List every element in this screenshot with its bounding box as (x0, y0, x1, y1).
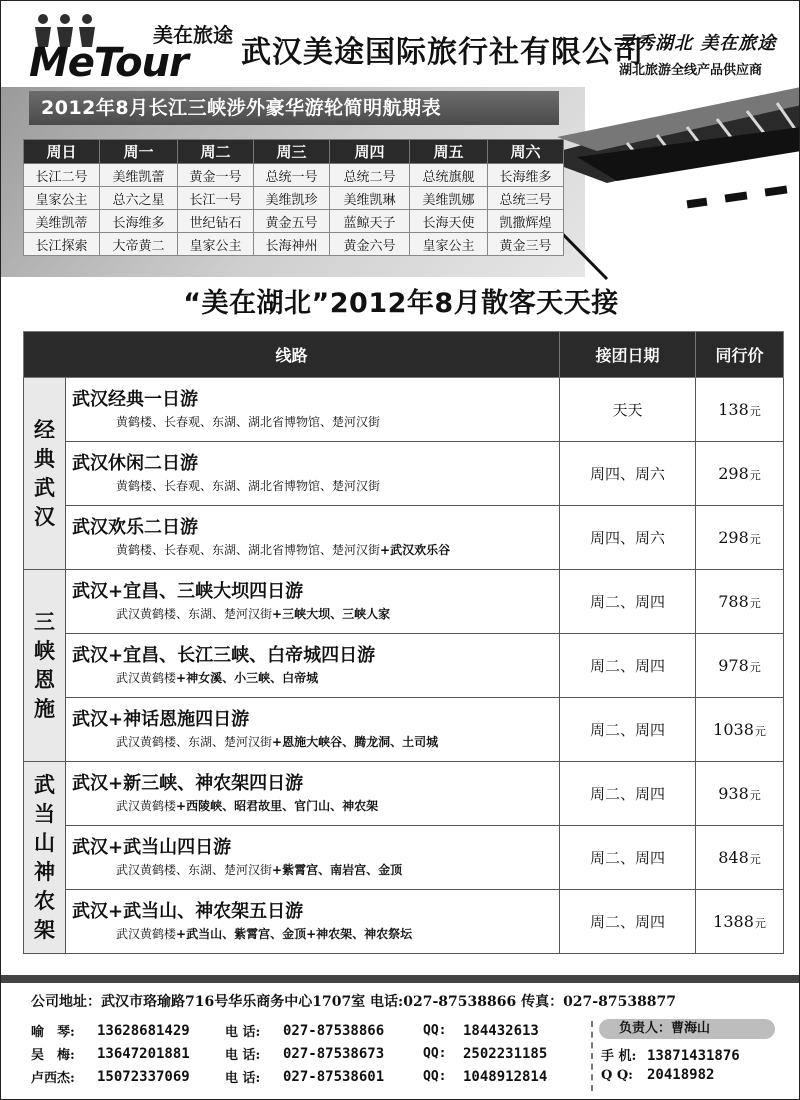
contact-name: 卢西杰: (31, 1071, 75, 1086)
route-name: 武汉经典一日游 (72, 388, 198, 410)
contact-qq: 1048912814 (463, 1068, 548, 1085)
price-cell (696, 634, 784, 698)
route-row (24, 826, 784, 890)
ship-name-cell: 长江二号 (24, 164, 100, 187)
route-cell (66, 506, 560, 570)
price-unit: 元 (754, 917, 766, 930)
contact-qq-label: QQ: (423, 1046, 447, 1061)
category-label: 经典武汉 (34, 417, 55, 529)
route-name: 武汉+宜昌、长江三峡、白帝城四日游 (72, 644, 376, 666)
schedule-header-row (24, 140, 564, 164)
route-row (24, 762, 784, 826)
header-dates: 接团日期 (560, 332, 696, 378)
route-description-highlight: +恩施大峡谷、腾龙洞、土司城 (272, 734, 439, 749)
ship-name-cell: 长江一号 (178, 187, 254, 210)
company-address: 公司地址：武汉市珞瑜路716号华乐商务中心1707室 电话:027-87538866 传真：027-87538877 (31, 994, 677, 1010)
weekday-header: 周五 (410, 140, 488, 164)
contact-mobile: 13628681429 (97, 1022, 190, 1039)
manager-mobile: 13871431876 (647, 1048, 740, 1064)
ship-name-cell: 凯撒辉煌 (488, 210, 564, 233)
departure-days: 周二、周四 (560, 762, 696, 826)
price-unit: 元 (749, 469, 761, 482)
route-description (66, 924, 559, 944)
route-description-text: 武汉黄鹤楼 (116, 926, 177, 941)
contact-row (31, 1019, 591, 1042)
weekday-header: 周三 (254, 140, 330, 164)
weekday-header: 周日 (24, 140, 100, 164)
route-description (66, 540, 559, 560)
price-value: 978 (718, 656, 749, 675)
route-row (24, 378, 784, 442)
route-name: 武汉+宜昌、三峡大坝四日游 (72, 580, 304, 602)
supplier-text: 湖北旅游全线产品供应商 (619, 63, 763, 78)
ship-name-cell: 世纪钻石 (178, 210, 254, 233)
route-row (24, 570, 784, 634)
route-description-highlight: +武当山、紫霄宫、金顶+神农架、神农祭坛 (176, 926, 413, 941)
contact-tel: 027-87538673 (283, 1045, 385, 1062)
route-description (66, 476, 559, 496)
departure-days: 周二、周四 (560, 826, 696, 890)
contact-row (31, 1065, 591, 1088)
route-description-highlight: +武汉欢乐谷 (380, 542, 451, 557)
route-cell (66, 698, 560, 762)
departure-days: 周二、周四 (560, 890, 696, 954)
route-name: 武汉欢乐二日游 (72, 516, 198, 538)
price-unit: 元 (749, 789, 761, 802)
route-row (24, 634, 784, 698)
route-cell (66, 570, 560, 634)
cruise-schedule-table (23, 139, 564, 256)
metour-logo (29, 13, 239, 86)
route-cell (66, 890, 560, 954)
route-row (24, 698, 784, 762)
weekday-header: 周一 (100, 140, 178, 164)
category-cell (24, 378, 66, 570)
price-value: 138 (718, 400, 749, 419)
price-value: 938 (718, 784, 749, 803)
schedule-body (24, 164, 564, 256)
ship-name-cell: 长海神州 (254, 233, 330, 256)
route-cell (66, 634, 560, 698)
contact-name: 吴 梅: (31, 1048, 75, 1063)
manager-mobile-label: 手 机: (601, 1049, 637, 1064)
ship-name-cell: 长海维多 (100, 210, 178, 233)
manager-badge: 负责人：曹海山 (599, 1019, 775, 1039)
route-cell (66, 378, 560, 442)
departure-days: 天天 (560, 378, 696, 442)
price-unit: 元 (754, 725, 766, 738)
ship-name-cell: 美维凯琳 (330, 187, 410, 210)
ship-name-cell: 黄金五号 (254, 210, 330, 233)
route-description-text: 武汉黄鹤楼、东湖、楚河汉街 (116, 862, 273, 877)
price-value: 298 (718, 528, 749, 547)
price-cell (696, 890, 784, 954)
schedule-row (24, 187, 564, 210)
promo-heading: “美在湖北”2012年8月散客天天接 (183, 288, 619, 319)
contact-list (31, 1019, 591, 1088)
ship-name-cell: 总统三号 (488, 187, 564, 210)
schedule-row (24, 164, 564, 187)
route-description-text: 黄鹤楼、长春观、东湖、湖北省博物馆、楚河汉街 (116, 542, 381, 557)
contact-mobile: 13647201881 (97, 1045, 190, 1062)
price-unit: 元 (749, 853, 761, 866)
route-row (24, 506, 784, 570)
route-description-text: 武汉黄鹤楼 (116, 670, 177, 685)
route-description (66, 668, 559, 688)
category-cell (24, 570, 66, 762)
ship-name-cell: 长海天使 (410, 210, 488, 233)
routes-header-row (24, 332, 784, 378)
route-name: 武汉+武当山四日游 (72, 836, 232, 858)
route-description-highlight: +三峡大坝、三峡人家 (272, 606, 391, 621)
route-description (66, 796, 559, 816)
price-cell (696, 698, 784, 762)
contact-tel-label: 电 话: (225, 1071, 261, 1086)
routes-body (24, 378, 784, 954)
schedule-row (24, 233, 564, 256)
contact-qq: 2502231185 (463, 1045, 548, 1062)
price-cell (696, 378, 784, 442)
route-description (66, 860, 559, 880)
company-name: 武汉美途国际旅行社有限公司 (241, 35, 644, 70)
ship-name-cell: 蓝鲸天子 (330, 210, 410, 233)
ship-name-cell: 美维凯珍 (254, 187, 330, 210)
category-label: 三峡恩施 (34, 609, 55, 721)
route-name: 武汉+武当山、神农架五日游 (72, 900, 304, 922)
departure-days: 周二、周四 (560, 698, 696, 762)
contact-tel: 027-87538601 (283, 1068, 385, 1085)
ship-name-cell: 总统一号 (254, 164, 330, 187)
header (1, 1, 800, 87)
route-description (66, 732, 559, 752)
manager-qq: 20418982 (647, 1067, 715, 1083)
route-name: 武汉+新三峡、神农架四日游 (72, 772, 304, 794)
ship-name-cell: 黄金一号 (178, 164, 254, 187)
contact-qq-label: QQ: (423, 1023, 447, 1038)
manager-qq-label: Q Q: (601, 1068, 633, 1083)
ship-name-cell: 皇家公主 (410, 233, 488, 256)
footer-vertical-divider (591, 1021, 593, 1091)
footer-divider (1, 975, 800, 983)
price-value: 788 (718, 592, 749, 611)
price-cell (696, 506, 784, 570)
route-description-text: 武汉黄鹤楼、东湖、楚河汉街 (116, 734, 273, 749)
contact-qq: 184432613 (463, 1022, 539, 1039)
weekday-header: 周四 (330, 140, 410, 164)
departure-days: 周二、周四 (560, 634, 696, 698)
ship-name-cell: 长海维多 (488, 164, 564, 187)
manager-qq-row (601, 1067, 714, 1083)
contact-tel: 027-87538866 (283, 1022, 385, 1039)
ship-name-cell: 黄金六号 (330, 233, 410, 256)
category-label: 武当山神农架 (34, 772, 55, 942)
header-price: 同行价 (696, 332, 784, 378)
price-unit: 元 (749, 597, 761, 610)
routes-table (23, 331, 784, 954)
route-cell (66, 442, 560, 506)
route-description (66, 412, 559, 432)
weekday-header: 周二 (178, 140, 254, 164)
contact-row (31, 1042, 591, 1065)
route-cell (66, 762, 560, 826)
price-value: 848 (718, 848, 749, 867)
ship-name-cell: 大帝黄二 (100, 233, 178, 256)
price-unit: 元 (749, 533, 761, 546)
route-row (24, 890, 784, 954)
ship-name-cell: 黄金三号 (488, 233, 564, 256)
slogan: 灵秀湖北 美在旅途 (617, 33, 777, 54)
ship-name-cell: 美维凯蒂 (24, 210, 100, 233)
price-cell (696, 442, 784, 506)
contact-mobile: 15072337069 (97, 1068, 190, 1085)
logo-wordmark: MeTour (29, 40, 188, 86)
contact-qq-label: QQ: (423, 1069, 447, 1084)
route-name: 武汉休闲二日游 (72, 452, 198, 474)
route-cell (66, 826, 560, 890)
departure-days: 周四、周六 (560, 442, 696, 506)
contact-name: 喻 琴: (31, 1025, 75, 1040)
price-cell (696, 570, 784, 634)
ship-name-cell: 总六之星 (100, 187, 178, 210)
ship-name-cell: 美维凯娜 (410, 187, 488, 210)
price-value: 1038 (713, 720, 754, 739)
category-cell (24, 762, 66, 954)
weekday-header: 周六 (488, 140, 564, 164)
cruise-section (1, 87, 800, 283)
price-value: 1388 (713, 912, 754, 931)
cruise-title: 2012年8月长江三峡涉外豪华游轮简明航期表 (29, 91, 559, 125)
price-unit: 元 (749, 661, 761, 674)
contact-tel-label: 电 话: (225, 1025, 261, 1040)
price-unit: 元 (749, 405, 761, 418)
price-cell (696, 826, 784, 890)
route-description-text: 武汉黄鹤楼 (116, 798, 177, 813)
logo-tagline: 美在旅途 (153, 23, 233, 47)
route-description-text: 武汉黄鹤楼、东湖、楚河汉街 (116, 606, 273, 621)
price-cell (696, 762, 784, 826)
ship-name-cell: 美维凯蕾 (100, 164, 178, 187)
ship-name-cell: 总统旗舰 (410, 164, 488, 187)
departure-days: 周四、周六 (560, 506, 696, 570)
ship-name-cell: 皇家公主 (178, 233, 254, 256)
route-description-text: 黄鹤楼、长春观、东湖、湖北省博物馆、楚河汉街 (116, 414, 381, 429)
route-row (24, 442, 784, 506)
route-name: 武汉+神话恩施四日游 (72, 708, 250, 730)
ship-name-cell: 总统二号 (330, 164, 410, 187)
route-description (66, 604, 559, 624)
route-description-highlight: +西陵峡、昭君故里、官门山、神农架 (176, 798, 379, 813)
header-route: 线路 (24, 332, 560, 378)
route-description-text: 黄鹤楼、长春观、东湖、湖北省博物馆、楚河汉街 (116, 478, 381, 493)
schedule-row (24, 210, 564, 233)
ship-name-cell: 长江探索 (24, 233, 100, 256)
manager-mobile-row (601, 1045, 740, 1064)
route-description-highlight: +神女溪、小三峡、白帝城 (176, 670, 319, 685)
ship-name-cell: 皇家公主 (24, 187, 100, 210)
route-description-highlight: +紫霄宫、南岩宫、金顶 (272, 862, 403, 877)
contact-tel-label: 电 话: (225, 1048, 261, 1063)
departure-days: 周二、周四 (560, 570, 696, 634)
price-value: 298 (718, 464, 749, 483)
